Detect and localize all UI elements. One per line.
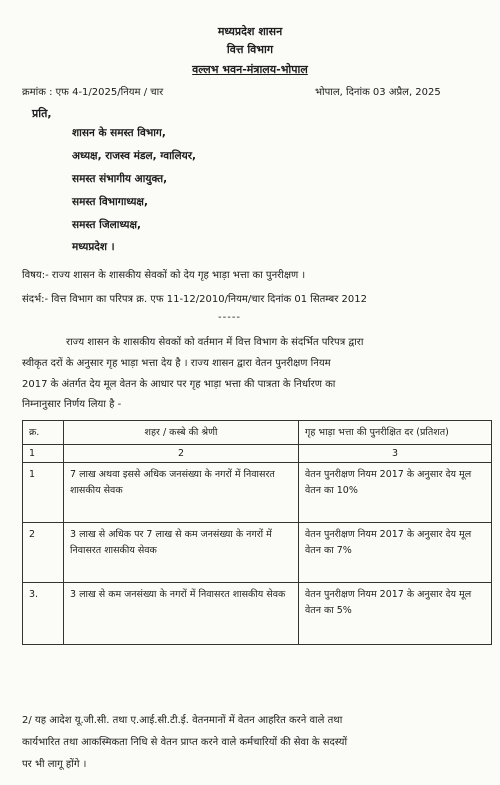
table-row — [23, 463, 492, 523]
row-rate: वेतन पुनरीक्षण नियम 2017 के अनुसार देय मूल वेतन का 10% — [299, 463, 492, 523]
row-rate: वेतन पुनरीक्षण नियम 2017 के अनुसार देय मूल वेतन का 7% — [299, 523, 492, 583]
reference-number: क्रमांक : एफ 4-1/2025/नियम / चार — [22, 87, 164, 98]
table-row — [23, 523, 492, 583]
footer-line: 2/ यह आदेश यू.जी.सी. तथा ए.आई.सी.टी.ई. वेतनमानों में वेतन आहरित करने वाले तथा — [22, 715, 343, 726]
body-line: स्वीकृत दरों के अनुसार गृह भाड़ा भत्ता देय है । राज्य शासन द्वारा वेतन पुनरीक्षण नियम — [22, 358, 331, 369]
row-serial: 3. — [23, 583, 64, 645]
place-date: भोपाल, दिनांक 03 अप्रैल, 2025 — [315, 87, 441, 98]
table-row — [23, 583, 492, 645]
separator: ----- — [218, 312, 242, 323]
row-city: 3 लाख से अधिक पर 7 लाख से कम जनसंख्या के नगरों में निवासरत शासकीय सेवक — [64, 523, 299, 583]
row-serial: 2 — [23, 523, 64, 583]
addressee-line: अध्यक्ष, राजस्व मंडल, ग्वालियर, — [72, 150, 196, 162]
footer-line: पर भी लागू होंगे । — [22, 759, 87, 770]
row-serial: 1 — [23, 463, 64, 523]
body-line: निम्नानुसार निर्णय लिया है - — [22, 399, 122, 410]
addressee-line: मध्यप्रदेश । — [72, 241, 115, 253]
header-rate: गृह भाड़ा भत्ता की पुनरीक्षित दर (प्रतिशत) — [299, 421, 492, 445]
reference-line: संदर्भ:- वित्त विभाग का परिपत्र क्र. एफ 11-12/2010/नियम/चार दिनांक 01 सितम्बर 2012 — [22, 294, 367, 305]
addressee-line: समस्त विभागाध्यक्ष, — [72, 196, 148, 208]
header-state: मध्यप्रदेश शासन — [217, 25, 283, 38]
addressee-line: समस्त संभागीय आयुक्त, — [72, 173, 168, 185]
allowance-table — [22, 420, 492, 645]
header-office: वल्लभ भवन-मंत्रालय-भोपाल — [192, 63, 308, 76]
table-header-row — [23, 421, 492, 445]
colnum: 3 — [299, 445, 492, 463]
row-city: 7 लाख अथवा इससे अधिक जनसंख्या के नगरों में निवासरत शासकीय सेवक — [64, 463, 299, 523]
header-city-category: शहर / कस्बे की श्रेणी — [64, 421, 299, 445]
subject-line: विषय:- राज्य शासन के शासकीय सेवकों को देय गृह भाड़ा भत्ता का पुनरीक्षण । — [22, 270, 306, 281]
addressee-label: प्रति, — [32, 107, 52, 120]
header-department: वित्त विभाग — [226, 43, 274, 56]
header-serial: क्र. — [23, 421, 64, 445]
body-line: राज्य शासन के शासकीय सेवकों को वर्तमान में वित्त विभाग के संदर्भित परिपत्र द्वारा — [66, 337, 364, 348]
colnum: 1 — [23, 445, 64, 463]
addressee-line: शासन के समस्त विभाग, — [72, 127, 166, 139]
colnum: 2 — [64, 445, 299, 463]
table-colnum-row — [23, 445, 492, 463]
footer-line: कार्यभारित तथा आकस्मिकता निधि से वेतन प्राप्त करने वाले कर्मचारियों की सेवा के सदस्यों — [22, 737, 348, 748]
row-city: 3 लाख से कम जनसंख्या के नगरों में निवासरत शासकीय सेवक — [64, 583, 299, 645]
row-rate: वेतन पुनरीक्षण नियम 2017 के अनुसार देय मूल वेतन का 5% — [299, 583, 492, 645]
addressee-line: समस्त जिलाध्यक्ष, — [72, 219, 142, 231]
body-line: 2017 के अंतर्गत देय मूल वेतन के आधार पर गृह भाड़ा भत्ता की पात्रता के निर्धारण का — [22, 379, 336, 390]
